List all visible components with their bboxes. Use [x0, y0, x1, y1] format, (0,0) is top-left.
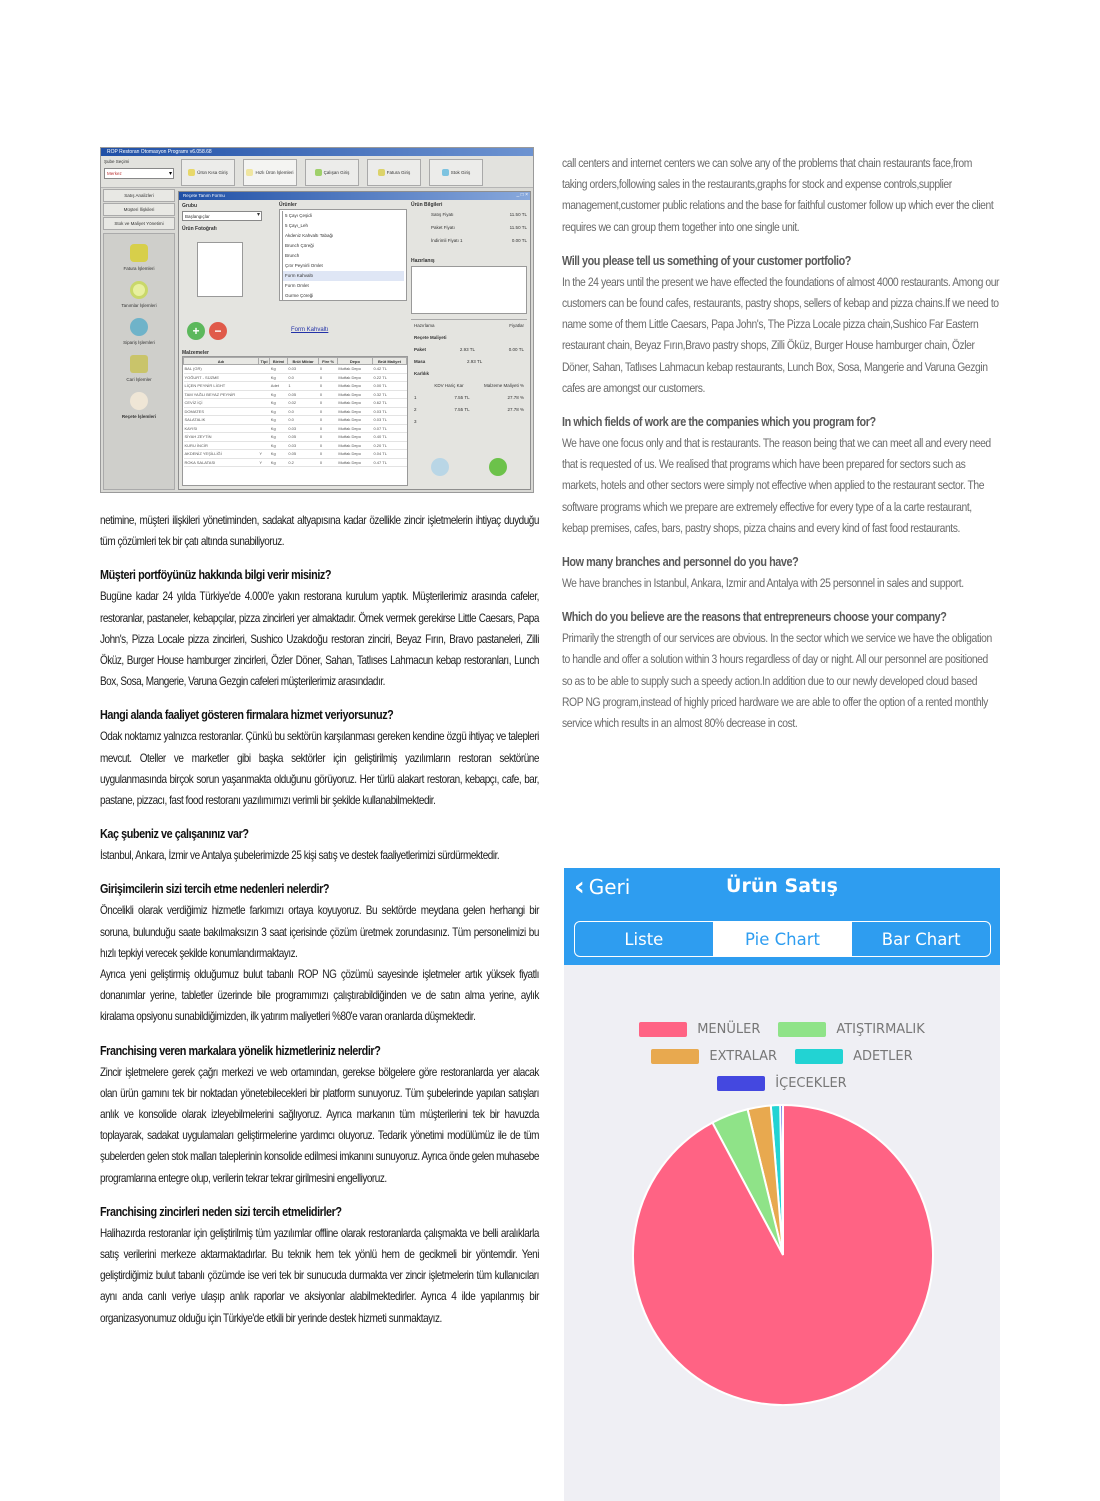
table-cell: SİYAH ZEYTİN: [184, 433, 259, 442]
recipe-cost-header: Reçete Maliyeti: [414, 335, 447, 340]
accounts-icon: [130, 355, 148, 373]
product-icon: [188, 169, 195, 176]
table-cell: 0.40 TL: [372, 433, 406, 442]
table-cell: 0.62 TL: [372, 399, 406, 408]
question-heading: Franchising veren markalara yönelik hizmetleriniz nelerdir?: [100, 1043, 381, 1058]
table-cell: 0.0: [287, 416, 318, 425]
article-english: [562, 153, 1000, 734]
qa-section: [562, 412, 1000, 539]
product-photo[interactable]: [197, 242, 243, 297]
table-row[interactable]: [184, 382, 407, 391]
table-cell: Mutfak Depo: [337, 382, 372, 391]
table-cell: DOMATES: [184, 407, 259, 416]
qa-section: [562, 607, 1000, 734]
grid-header: [184, 358, 407, 365]
profit-header: Karlılık: [414, 371, 430, 376]
nav-button-sales-analysis[interactable]: Satış Analizleri: [103, 189, 175, 202]
article-turkish: [100, 510, 540, 1329]
pie-chart: [564, 868, 1000, 1501]
table-cell: Kg: [270, 441, 288, 450]
column-header[interactable]: Depo: [337, 358, 372, 365]
table-cell: 1: [287, 382, 318, 391]
table-cell: 0: [319, 373, 338, 382]
group-label: Grubu: [182, 203, 197, 209]
table-row[interactable]: [184, 373, 407, 382]
table-cell: 0.0: [287, 373, 318, 382]
qa-section: [100, 705, 540, 811]
refresh-icon: [130, 281, 148, 299]
question-heading: Will you please tell us something of your customer portfolio?: [562, 253, 852, 268]
table-cell: 0.05: [287, 433, 318, 442]
table-cell: [258, 416, 269, 425]
table-cell: Kg: [270, 424, 288, 433]
table-cell: [258, 399, 269, 408]
list-item[interactable]: Brunch Çöreği: [282, 241, 404, 251]
nav-item-definitions[interactable]: Tanımlar İşlemleri: [104, 281, 174, 308]
segment-list[interactable]: Liste: [624, 929, 664, 949]
table-cell: Y: [258, 458, 269, 467]
answer-paragraph: In the 24 years until the present we have effected the foundations of almost 4000 restaurants. Among our customers can be found cafes, restaurants, pastry shops, sellers of kebap and pizza chains.If we need to name some of them Little Caesars, Papa John's, The Pizza Locale pizza chain,Sushico Far Eastern restaurant chain, Beyaz Fırın,Bravo pastry shops, Zilli Öküz, Burger House hamburger chain, Özler Döner, Sahan, Tatlıses Lahmacun kebap restaurants, Lunch Box, Sosa, Mangerie and Varuna Gezgin cafes are amongst our customers.: [562, 274, 1000, 395]
table-cell: Y: [258, 450, 269, 459]
table-cell: 0.05: [287, 390, 318, 399]
table-cell: Kg: [270, 390, 288, 399]
table-cell: 0: [319, 390, 338, 399]
grid-body: [184, 365, 407, 467]
app-left-nav: [101, 188, 177, 492]
print-icon[interactable]: [431, 458, 449, 476]
dialog-actions: [411, 458, 527, 476]
product-info: [411, 202, 527, 247]
column-header[interactable]: Tipi: [258, 358, 269, 365]
table-cell: Kg: [270, 407, 288, 416]
table-cell: [258, 382, 269, 391]
selected-product-link[interactable]: Form Kahvaltı: [291, 327, 329, 333]
table-cell: 0: [319, 450, 338, 459]
question-heading: Franchising zincirleri neden sizi tercih etmelidirler?: [100, 1204, 342, 1219]
branch-label: Şube Seçimi: [104, 159, 130, 164]
list-item[interactable]: Brunch: [282, 251, 404, 261]
table-cell: [258, 424, 269, 433]
profit-row: 2 7.55 TL 27.78 %: [414, 407, 524, 412]
question-heading: Hangi alanda faaliyet gösteren firmalara hizmet veriyorsunuz?: [100, 708, 394, 723]
table-row[interactable]: [184, 433, 407, 442]
table-cell: Kg: [270, 399, 288, 408]
price-options: Hazırlama Fiyatlar: [414, 323, 524, 328]
answer-paragraph: Halihazırda restoranlar için geliştirilmiş tüm yazılımlar offline olarak restoranlarda çalışmakta ve belli aralıklarla satış verilerini merkeze aktarmaktadırlar. Bu teknik hem tek yönlü hem de gecikmeli bir yöntemdir. Yeni geliştirdiğimiz bulut tabanlı çözümde ise veri tek bir sunucuda durmakta ver zincir işletmelerin tüm kullanıcıları aynı anda canlı veriye ulaşıp anlık raporlar ve aksiyonlar alabilmektedirler. Ayrıca 4 ilde yapılanmış bir organizasyonumuz olduğu için Türkiye'de etkili bir yerinde destek hizmeti sunmaktayız.: [100, 1226, 539, 1325]
table-row[interactable]: [184, 407, 407, 416]
table-cell: Mutfak Depo: [337, 399, 372, 408]
qa-section: [100, 1041, 540, 1189]
question-heading: How many branches and personnel do you have?: [562, 555, 799, 570]
table-cell: Mutfak Depo: [337, 365, 372, 374]
qa-section: [100, 565, 540, 692]
column-header[interactable]: Fire %: [319, 358, 338, 365]
list-item[interactable]: Gurme Çöreği: [282, 291, 404, 301]
notes-textarea[interactable]: [411, 266, 527, 314]
table-cell: 0: [319, 399, 338, 408]
table-cell: Mutfak Depo: [337, 441, 372, 450]
info-row: İndirimli Fiyatı 1 0.00 TL: [431, 238, 527, 243]
table-cell: LİÇEN PEYNİR LİGHT: [184, 382, 259, 391]
chef-icon: [130, 392, 148, 410]
list-item[interactable]: Çıtır Peynirli Omlet: [282, 261, 404, 271]
table-row[interactable]: [184, 441, 407, 450]
nav-button-stock-cost[interactable]: Stok ve Maliyet Yönetimi: [103, 217, 175, 230]
segment-pie-chart[interactable]: Pie Chart: [713, 922, 852, 956]
recipe-dialog: [178, 191, 531, 490]
answer-paragraph: Bugüne kadar 24 yılda Türkiye'de 4.000'e yakın restorana kurulum yaptık. Müşterilerimiz arasında cafeler, restoranlar, pastaneler, kebapçılar, pizza zincirleri yer almaktadır. Örnek vermek gerekirse Little Caesars, Papa John's, Pizza Locale pizza zincirleri, Sushico Uzakdoğu restoran zinciri, Beyaz Fırın, Bravo pastaneleri, Zilli Öküz, Burger House hamburger zincirleri, Özler Döner, Sahan, Tatlıses Lahmacun kebap restoranları, Lunch Box, Sosa, Mangerie, Varuna Gezgin cafeleri müşterilerimiz arasındadır.: [100, 590, 539, 689]
table-cell: [258, 407, 269, 416]
group-select[interactable]: Başlangıçlar ▾: [182, 211, 262, 221]
table-cell: Adet: [270, 382, 288, 391]
toolbar-tab[interactable]: Ürün Kısa Giriş: [181, 159, 235, 186]
nav-item-accounts[interactable]: Cari İşlemler: [104, 355, 174, 382]
back-label: Geri: [588, 875, 631, 899]
app-toolbar: [101, 156, 533, 188]
nav-button-customer-relations[interactable]: Müşteri İlişkileri: [103, 203, 175, 216]
nav-item-invoice[interactable]: Fatura İşlemleri: [104, 244, 174, 271]
photo-label: Ürün Fotoğrafı: [182, 226, 217, 232]
column-header[interactable]: Birimi: [270, 358, 288, 365]
invoice-icon: [378, 169, 385, 176]
list-item[interactable]: 5 Çayı Çeşidi: [282, 211, 404, 221]
legend-item-icecekler[interactable]: İÇECEKLER: [717, 1076, 846, 1091]
table-cell: KAYISI: [184, 424, 259, 433]
table-cell: 0: [319, 424, 338, 433]
table-cell: [258, 433, 269, 442]
table-row[interactable]: [184, 390, 407, 399]
table-cell: Kg: [270, 365, 288, 374]
table-cell: 0.42 TL: [372, 365, 406, 374]
question-heading: Girişimcilerin sizi tercih etme nedenleri nelerdir?: [100, 882, 330, 897]
legend-item-atistirmalik[interactable]: ATIŞTIRMALIK: [778, 1022, 924, 1037]
table-cell: 0.32 TL: [372, 390, 406, 399]
answer-paragraph: We have one focus only and that is restaurants. The reason being that we can meet all and every need that is requested of us. We realised that programs which have been prepared for sectors such as markets, hotels and other sectors were simply not effective when applied to the restaurant sector. The software programs which we prepare are extremely effective for every type of a la carte restaurant, kebap premises, cafes, bars, pastry shops, pizza chains and every kind of fast food restaurants.: [562, 436, 991, 535]
employee-icon: [315, 169, 322, 176]
table-row[interactable]: [184, 450, 407, 459]
table-cell: Mutfak Depo: [337, 390, 372, 399]
lightning-icon: [246, 169, 253, 176]
check-icon[interactable]: [489, 458, 507, 476]
table-row[interactable]: [184, 424, 407, 433]
order-icon: [130, 318, 148, 336]
table-cell: 0: [319, 416, 338, 425]
question-heading: Kaç şubeniz ve çalışanınız var?: [100, 827, 249, 842]
table-cell: 0: [319, 433, 338, 442]
table-row[interactable]: [184, 365, 407, 374]
table-cell: Kg: [270, 450, 288, 459]
table-cell: 0.03: [287, 365, 318, 374]
table-cell: 0.22 TL: [372, 373, 406, 382]
desktop-app-screenshot: [100, 147, 534, 493]
table-cell: 0.03: [287, 441, 318, 450]
toolbar-tab[interactable]: Stok Giriş: [429, 159, 483, 186]
profit-row: 1 7.55 TL 27.78 %: [414, 395, 524, 400]
table-cell: 0: [319, 458, 338, 467]
answer-paragraph: Ayrıca yeni geliştirmiş olduğumuz bulut tabanlı ROP NG çözümü sayesinde işletmeler artık yüksek fiyatlı donanımlar yerine, tabletler üzerinde bile programımızı çalıştırabildiğinden ve de satın alma yerine, aylık kiralama opsiyonu sunabildiğimizden, ilk yatırım maliyetleri %80'e varan oranlarda düşmektedir.: [100, 968, 539, 1024]
table-cell: BAL (GR): [184, 365, 259, 374]
qa-section: [562, 251, 1000, 399]
branch-select[interactable]: Merkez ▾: [104, 168, 174, 179]
table-cell: [258, 441, 269, 450]
screen-title: Ürün Satış: [726, 875, 838, 897]
legend-item-adetler[interactable]: ADETLER: [795, 1049, 913, 1064]
remove-icon[interactable]: −: [209, 322, 227, 340]
legend-item-menuler[interactable]: MENÜLER: [639, 1022, 760, 1037]
intro-paragraph: netimine, müşteri ilişkileri yönetiminden, sadakat altyapısına kadar özellikle zincir işletmelerin ihtiyaç duyduğu tüm çözümleri tek bir çatı altında sunabiliyoruz.: [100, 514, 539, 549]
table-cell: 0.05: [287, 450, 318, 459]
table-cell: Mutfak Depo: [337, 424, 372, 433]
notes-label: Hazırlanış: [411, 258, 435, 264]
table-cell: 0: [319, 365, 338, 374]
profit-row: 3: [414, 419, 417, 424]
table-cell: CEVİZ İÇİ: [184, 399, 259, 408]
answer-paragraph: Zincir işletmelere gerek çağrı merkezi ve web ortamından, gerekse bölgelere göre restoranlarda yer alacak olan ürün gamını tek bir noktadan yönetebilecekleri bir platform sunuyoruz. Tüm şubelerinde yapılan satışları anlık ve konsolide olarak izleyebilmelerini sağlıyoruz. Ayrıca markanın tüm müşterilerini tek bir havuzda toplayarak, sadakat uygulamaları geliştirmelerine yardımcı oluyoruz. Tedarik yönetimi modülümüz ile de tüm şubelerden gelen stok malları taleplerinin konsolide edilmesi imkanını sunuyoruz. Ayrıca önde gelen muhasebe programlarına entegre olup, verilerin tekrar tekrar girilmesini engelliyoruz.: [100, 1065, 539, 1185]
qa-section: [100, 1202, 540, 1329]
table-cell: 0.20 TL: [372, 441, 406, 450]
answer-paragraph: Primarily the strength of our services are obvious. In the sector which we service we have the obligation to handle and offer a solution within 3 hours regardless of day or night. All our personnel are positioned so as to be able to supply such a speedy action.In addition due to our newly developed cloud based ROP NG program,instead of highly priced hardware we are able to offer the option of a rented monthly service which results in an almost 80% decrease in cost.: [562, 631, 992, 731]
answer-paragraph: Odak noktamız yalnızca restoranlar. Çünkü bu sektörün karşılanması gereken kendine özgü ihtiyaç ve talepleri mevcut. Oteller ve marketler gibi başka sektörler için geliştirilmiş yazılımların restoran sektörüne uygulanmasında birçok sorun yaşanmakta olduğunu görüyoruz. Her türlü alakart restoran, kebapçı, cafe, bar, pastane, pizzacı, fast food restoranı yazılımımızı verimli bir şekilde kullanabilmektedir.: [100, 730, 539, 808]
question-heading: Müşteri portföyünüz hakkında bilgi verir misiniz?: [100, 568, 332, 583]
table-cell: Mutfak Depo: [337, 373, 372, 382]
nav-item-recipes[interactable]: Reçete İşlemleri: [104, 392, 174, 419]
table-cell: 0.00 TL: [372, 382, 406, 391]
table-cell: [258, 390, 269, 399]
table-cell: AKDENİZ YEŞİLLİĞİ: [184, 450, 259, 459]
table-cell: 0: [319, 407, 338, 416]
answer-paragraph: Öncelikli olarak verdiğimiz hizmetle farkımızı ortaya koyuyoruz. Bu sektörde meydana gelen herhangi bir soruna, bulunduğu saate bakılmaksızın 3 saat içerisinde çözüm üretmek zorundasınız. Tüm personelimizi bu hızlı tepkiyi verecek şekilde konumlandırmaktayız.: [100, 904, 539, 960]
toolbar-tab[interactable]: Hızlı Ürün İşlemleri: [243, 159, 297, 186]
list-item[interactable]: Form Omlet: [282, 281, 404, 291]
table-cell: [258, 365, 269, 374]
table-cell: ROKA SALATASI: [184, 458, 259, 467]
package-cost: Paket 2.93 TL 0.00 TL: [414, 347, 524, 352]
answer-paragraph: We have branches in Istanbul, Ankara, Izmir and Antalya with 25 personnel in sales and support.: [562, 576, 964, 591]
table-cell: Kg: [270, 433, 288, 442]
nav-panel: [103, 233, 175, 490]
table-cell: [258, 373, 269, 382]
table-cell: 0: [319, 382, 338, 391]
invoice-icon: [130, 244, 148, 262]
table-cell: Mutfak Depo: [337, 458, 372, 467]
toolbar-tab[interactable]: Çalışan Giriş: [305, 159, 359, 186]
materials-label: Malzemeler: [182, 350, 209, 356]
table-row[interactable]: [184, 458, 407, 467]
column-header[interactable]: Adı: [184, 358, 259, 365]
qa-section: [562, 552, 1000, 594]
materials-grid[interactable]: [182, 356, 408, 486]
question-heading: Which do you believe are the reasons that entrepreneurs choose your company?: [562, 610, 947, 625]
mobile-app-screenshot: [564, 868, 1000, 1501]
info-row: Paket Fiyatı 11.50 TL: [431, 225, 527, 230]
question-heading: In which fields of work are the companies which you program for?: [562, 415, 876, 430]
chevron-left-icon: ‹: [574, 872, 585, 902]
stock-icon: [442, 169, 449, 176]
table-cell: Mutfak Depo: [337, 433, 372, 442]
list-item[interactable]: Akdeniz Kahvaltı Tabağı: [282, 231, 404, 241]
table-cell: 0.47 TL: [372, 458, 406, 467]
app-title-bar: ROP Restoran Otomasyon Programı v6.058.68: [101, 148, 533, 156]
table-cell: TAM YAĞLI BEYAZ PEYNİR: [184, 390, 259, 399]
table-cell: Mutfak Depo: [337, 450, 372, 459]
table-cost: Masa 2.93 TL: [414, 359, 483, 364]
table-cell: 0.03 TL: [372, 416, 406, 425]
table-cell: Kg: [270, 416, 288, 425]
table-cell: 0: [319, 441, 338, 450]
list-item[interactable]: Form Kahvaltı: [282, 271, 404, 281]
table-cell: 0.03 TL: [372, 407, 406, 416]
column-header[interactable]: Brüt Miktar: [287, 358, 318, 365]
units-label: Ürünler: [279, 202, 297, 208]
toolbar-tab[interactable]: Fatura Giriş: [367, 159, 421, 186]
pie-slice-menüler[interactable]: [633, 1105, 933, 1405]
info-label: Ürün Bilgileri: [411, 202, 443, 208]
list-item[interactable]: 5 Çayı_Leh: [282, 221, 404, 231]
table-cell: Kg: [270, 373, 288, 382]
answer-paragraph: İstanbul, Ankara, İzmir ve Antalya şubelerimizde 25 kişi satış ve destek faaliyetlerimizi sürdürmektedir.: [100, 849, 500, 863]
qa-section: [100, 879, 540, 1027]
dialog-title: Reçete Tanım Formu: [179, 192, 530, 200]
legend-item-extralar[interactable]: EXTRALAR: [651, 1049, 777, 1064]
table-cell: SALATALIK: [184, 416, 259, 425]
dialog-close-icon[interactable]: _ □ ×: [516, 192, 528, 198]
table-cell: 0.04 TL: [372, 450, 406, 459]
table-cell: YOĞURT - SÜZME: [184, 373, 259, 382]
table-row[interactable]: [184, 399, 407, 408]
table-cell: Mutfak Depo: [337, 416, 372, 425]
table-cell: 0.03: [287, 424, 318, 433]
profit-columns: KDV Hariç Kar Malzeme Maliyeti %: [434, 383, 524, 388]
table-cell: 0.02: [287, 399, 318, 408]
qa-section: [100, 824, 540, 866]
table-cell: KURU İNCİR: [184, 441, 259, 450]
table-cell: Mutfak Depo: [337, 407, 372, 416]
intro-paragraph: call centers and internet centers we can solve any of the problems that chain restaurants face,from taking orders,following sales in the restaurants,graphs for stock and expense controls,supplier management,customer public relations and the base for faithful customer follow up which ever the client requires we can group them together into one single unit.: [562, 156, 994, 234]
column-header[interactable]: Brüt Maliyet: [372, 358, 406, 365]
segment-bar-chart[interactable]: Bar Chart: [851, 922, 990, 956]
cost-panel: [411, 319, 527, 486]
product-list[interactable]: [279, 209, 407, 301]
info-row: Satış Fiyatı 11.50 TL: [431, 212, 527, 217]
table-cell: Kg: [270, 458, 288, 467]
table-cell: 0.0: [287, 407, 318, 416]
nav-item-orders[interactable]: Sipariş İşlemleri: [104, 318, 174, 345]
table-cell: 0.07 TL: [372, 424, 406, 433]
table-row[interactable]: [184, 416, 407, 425]
add-icon[interactable]: +: [187, 322, 205, 340]
table-cell: 0.2: [287, 458, 318, 467]
